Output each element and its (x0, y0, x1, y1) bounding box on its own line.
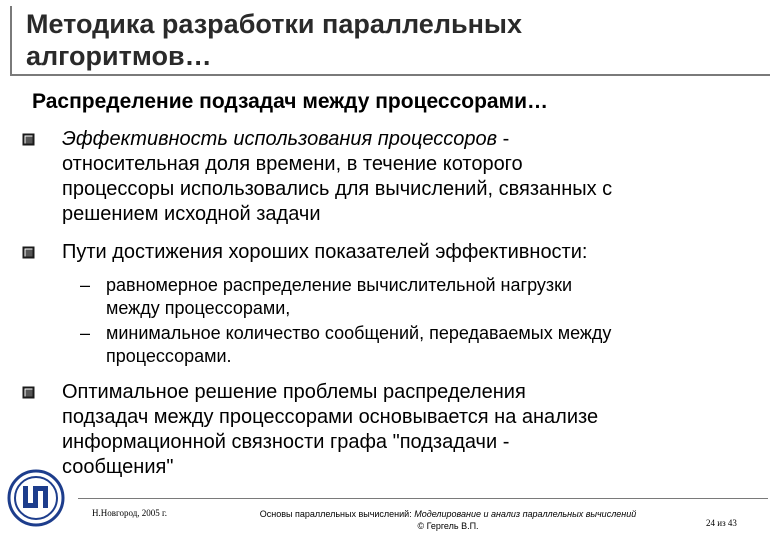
title-bar (8, 6, 772, 76)
bullet-efficiency-text (62, 127, 722, 227)
title-line-2: алгоритмов… (26, 41, 212, 71)
dash-marker: – (80, 275, 91, 295)
title-line-1: Методика разработки параллельных (26, 9, 522, 39)
footer-course-plain: Основы параллельных вычислений: (259, 509, 415, 519)
checkbox-bullet-icon (22, 133, 35, 146)
footer-copyright: © Гергель В.П. (417, 521, 479, 531)
slide-page-number: 24 из 43 (706, 518, 737, 528)
bullet-ways-text: Пути достижения хороших показателей эффективности: (62, 241, 588, 263)
dash-marker: – (80, 323, 91, 343)
sub-item-load-text: равномерное распределение вычислительной нагрузки между процессорами, (106, 275, 573, 318)
checkbox-bullet-icon (22, 386, 35, 399)
slide-subtitle: Распределение подзадач между процессорами… (32, 90, 549, 113)
footer-rule (78, 498, 768, 499)
sub-item-messages-text: минимальное количество сообщений, передаваемых между процессорами. (106, 323, 612, 366)
title-left-rule (10, 6, 12, 76)
footer-course (258, 508, 638, 532)
slide-title (26, 8, 522, 72)
footer-place-date: Н.Новгород, 2005 г. (92, 508, 167, 518)
efficiency-definition: - относительная доля времени, в течение которого процессоры использовались для вычислений, связанных с решением исходной задачи (62, 128, 613, 225)
unn-logo-icon (6, 468, 66, 528)
checkbox-bullet-icon (22, 246, 35, 259)
efficiency-term: Эффективность использования процессоров (62, 128, 498, 150)
bullet-optimal-text: Оптимальное решение проблемы распределения подзадач между процессорами основывается на анализе информационной связности графа "подзадачи - сообщения" (62, 381, 599, 478)
title-bottom-rule (10, 74, 770, 76)
footer-course-italic: Моделирование и анализ параллельных вычислений (414, 509, 637, 519)
